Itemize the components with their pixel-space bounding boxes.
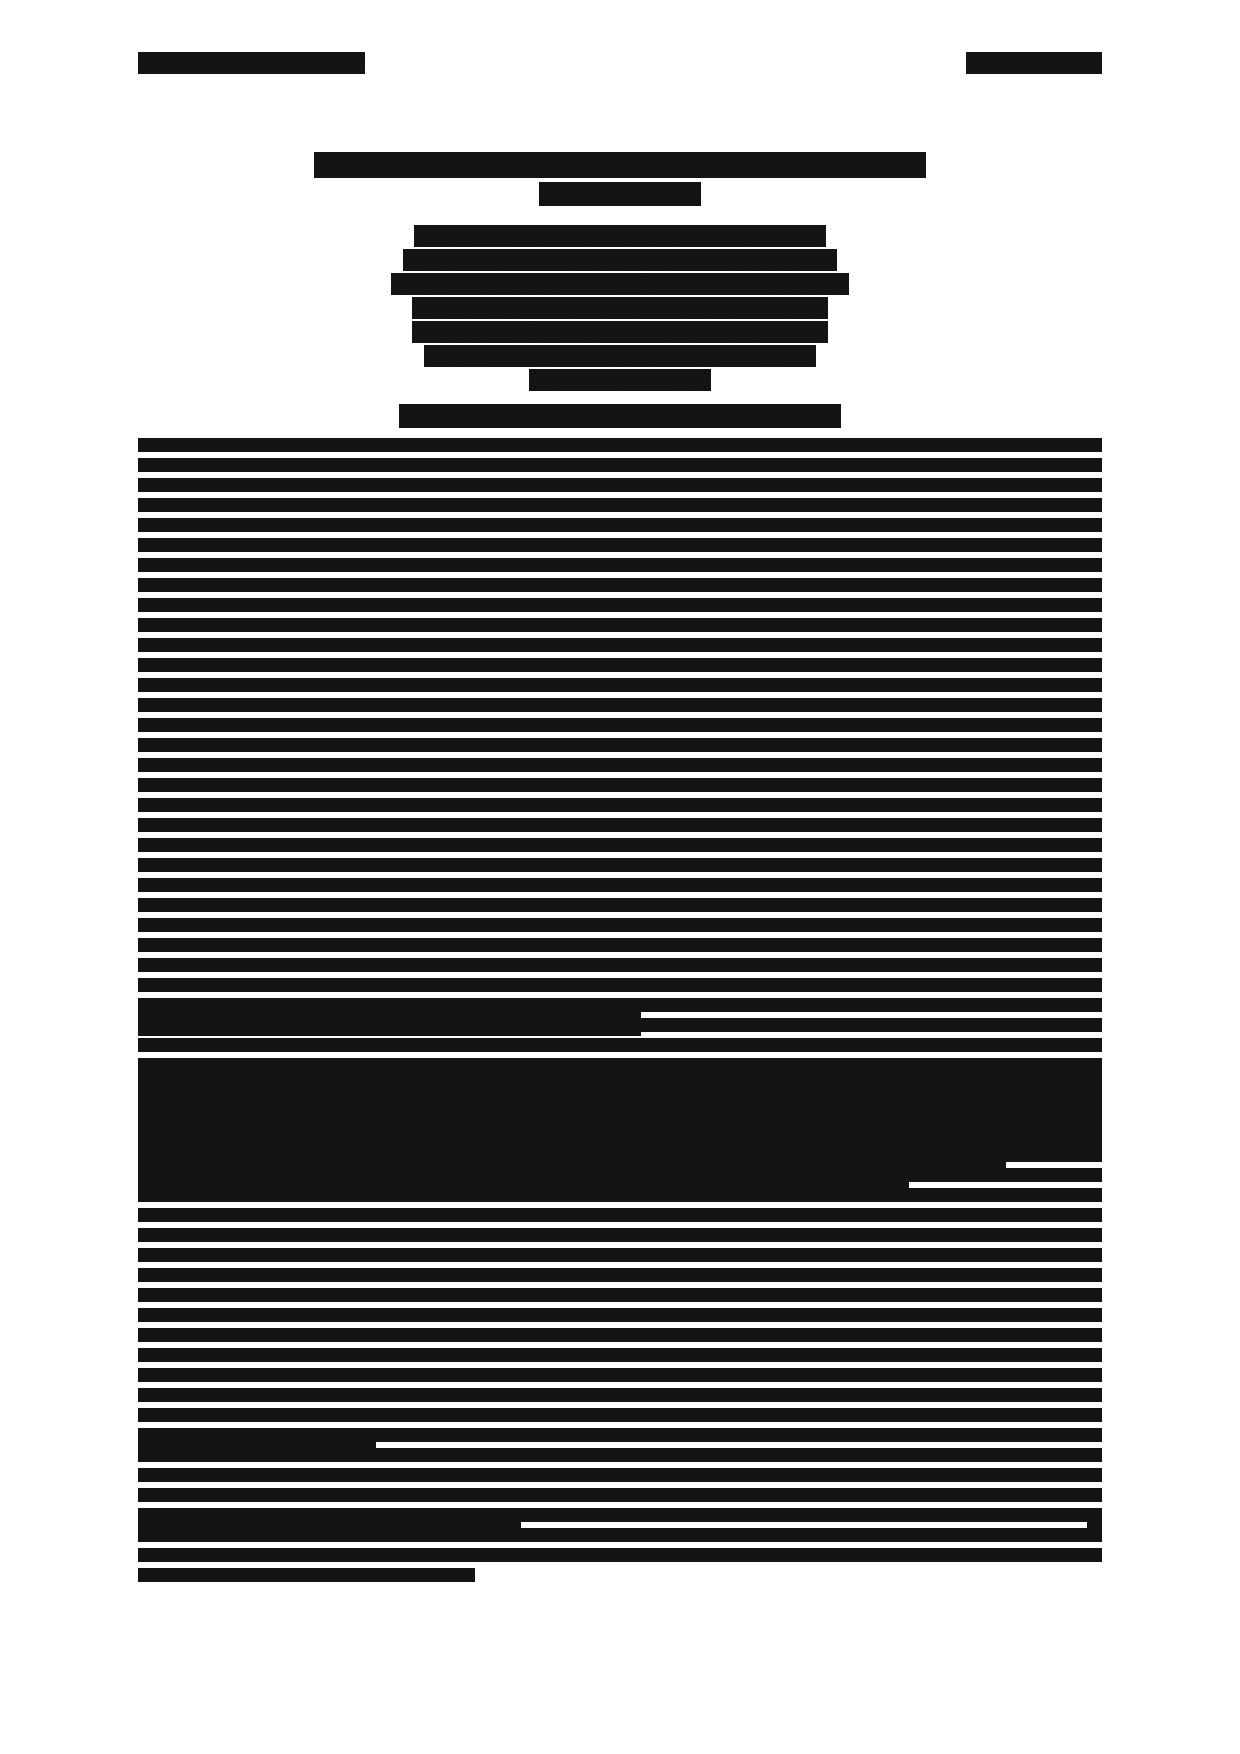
text-line bbox=[138, 598, 1102, 612]
text-line bbox=[138, 1388, 1102, 1402]
text-line bbox=[138, 578, 1102, 592]
text-line bbox=[138, 498, 1102, 512]
text-line bbox=[138, 698, 1102, 712]
header-left-text: Machine Learning Workshop bbox=[138, 52, 365, 74]
text-line bbox=[138, 1268, 1102, 1282]
page-title: Structured Representation Learning for Document Understanding bbox=[314, 152, 925, 178]
text-line bbox=[138, 658, 1102, 672]
text-line bbox=[138, 918, 1102, 932]
text-line bbox=[138, 738, 1102, 752]
text-line bbox=[138, 1208, 1102, 1222]
text-line bbox=[138, 1548, 1102, 1562]
text-line bbox=[138, 958, 1102, 972]
text-line bbox=[138, 638, 1102, 652]
text-line bbox=[138, 1128, 1102, 1142]
abstract-line: component's contribution. bbox=[529, 369, 712, 391]
section-heading-2: Results, Ablation Studies and Discussion of Model Behaviour bbox=[138, 1012, 641, 1036]
header-right-text: Technical Report bbox=[966, 52, 1102, 74]
text-line bbox=[138, 898, 1102, 912]
text-line bbox=[138, 458, 1102, 472]
section-2-body bbox=[138, 1068, 1102, 1588]
conclusion-heading: Conclusion and Future Work bbox=[138, 1432, 376, 1456]
text-line bbox=[138, 1288, 1102, 1302]
text-line bbox=[138, 538, 1102, 552]
text-line bbox=[138, 798, 1102, 812]
abstract-line: Abstract — We present a study on structured representation bbox=[414, 225, 825, 247]
text-line bbox=[138, 618, 1102, 632]
text-line bbox=[138, 1088, 1102, 1102]
text-line bbox=[138, 838, 1102, 852]
text-line bbox=[138, 1488, 1102, 1502]
text-line bbox=[138, 518, 1102, 532]
text-line bbox=[138, 1038, 1102, 1052]
text-line bbox=[138, 1168, 1102, 1182]
section-heading-2-row bbox=[138, 1012, 1102, 1036]
text-line bbox=[138, 1568, 475, 1582]
text-line bbox=[138, 1408, 1102, 1422]
page-number: 1 bbox=[1087, 1519, 1102, 1541]
text-line bbox=[138, 978, 1102, 992]
text-line bbox=[138, 558, 1102, 572]
text-line bbox=[138, 1248, 1102, 1262]
abstract-block bbox=[262, 224, 978, 392]
text-line bbox=[138, 478, 1102, 492]
section-heading-1-row bbox=[138, 404, 1102, 428]
footer-left-text: Proceedings of the International Workshop Series bbox=[138, 1520, 521, 1542]
abstract-line: Experiments on three public datasets demonstrate consistent bbox=[412, 321, 828, 343]
text-line bbox=[138, 878, 1102, 892]
text-line bbox=[138, 758, 1102, 772]
abstract-line: learning applied to document understanding tasks. Our method bbox=[403, 249, 837, 271]
text-line bbox=[138, 778, 1102, 792]
text-line bbox=[138, 1368, 1102, 1382]
text-line bbox=[138, 998, 1102, 1012]
text-line bbox=[138, 678, 1102, 692]
text-line bbox=[138, 1228, 1102, 1242]
text-line bbox=[138, 1468, 1102, 1482]
page-header bbox=[138, 52, 1102, 74]
text-line bbox=[138, 938, 1102, 952]
text-line bbox=[138, 1328, 1102, 1342]
section-heading-1: Section 1. Introduction and Related Background Work bbox=[399, 404, 841, 428]
abstract-line: combines layout-aware encoders with text embeddings to improve bbox=[391, 273, 849, 295]
text-line bbox=[138, 1108, 1102, 1122]
text-line bbox=[138, 818, 1102, 832]
text-line bbox=[138, 1068, 1102, 1082]
conclusion-heading-row bbox=[138, 1432, 1102, 1456]
text-line bbox=[138, 1188, 1102, 1202]
text-line bbox=[138, 1348, 1102, 1362]
text-line bbox=[138, 1308, 1102, 1322]
text-line bbox=[138, 718, 1102, 732]
title-block bbox=[138, 152, 1102, 206]
page-subtitle: An Empirical Study bbox=[539, 182, 701, 206]
text-line bbox=[138, 858, 1102, 872]
text-line bbox=[138, 1148, 1102, 1162]
abstract-line: gains over strong baselines, with ablations isolating each bbox=[424, 345, 816, 367]
text-line bbox=[138, 438, 1102, 452]
abstract-line: downstream extraction accuracy across several benchmarks. bbox=[412, 297, 828, 319]
page-footer bbox=[138, 1519, 1102, 1542]
